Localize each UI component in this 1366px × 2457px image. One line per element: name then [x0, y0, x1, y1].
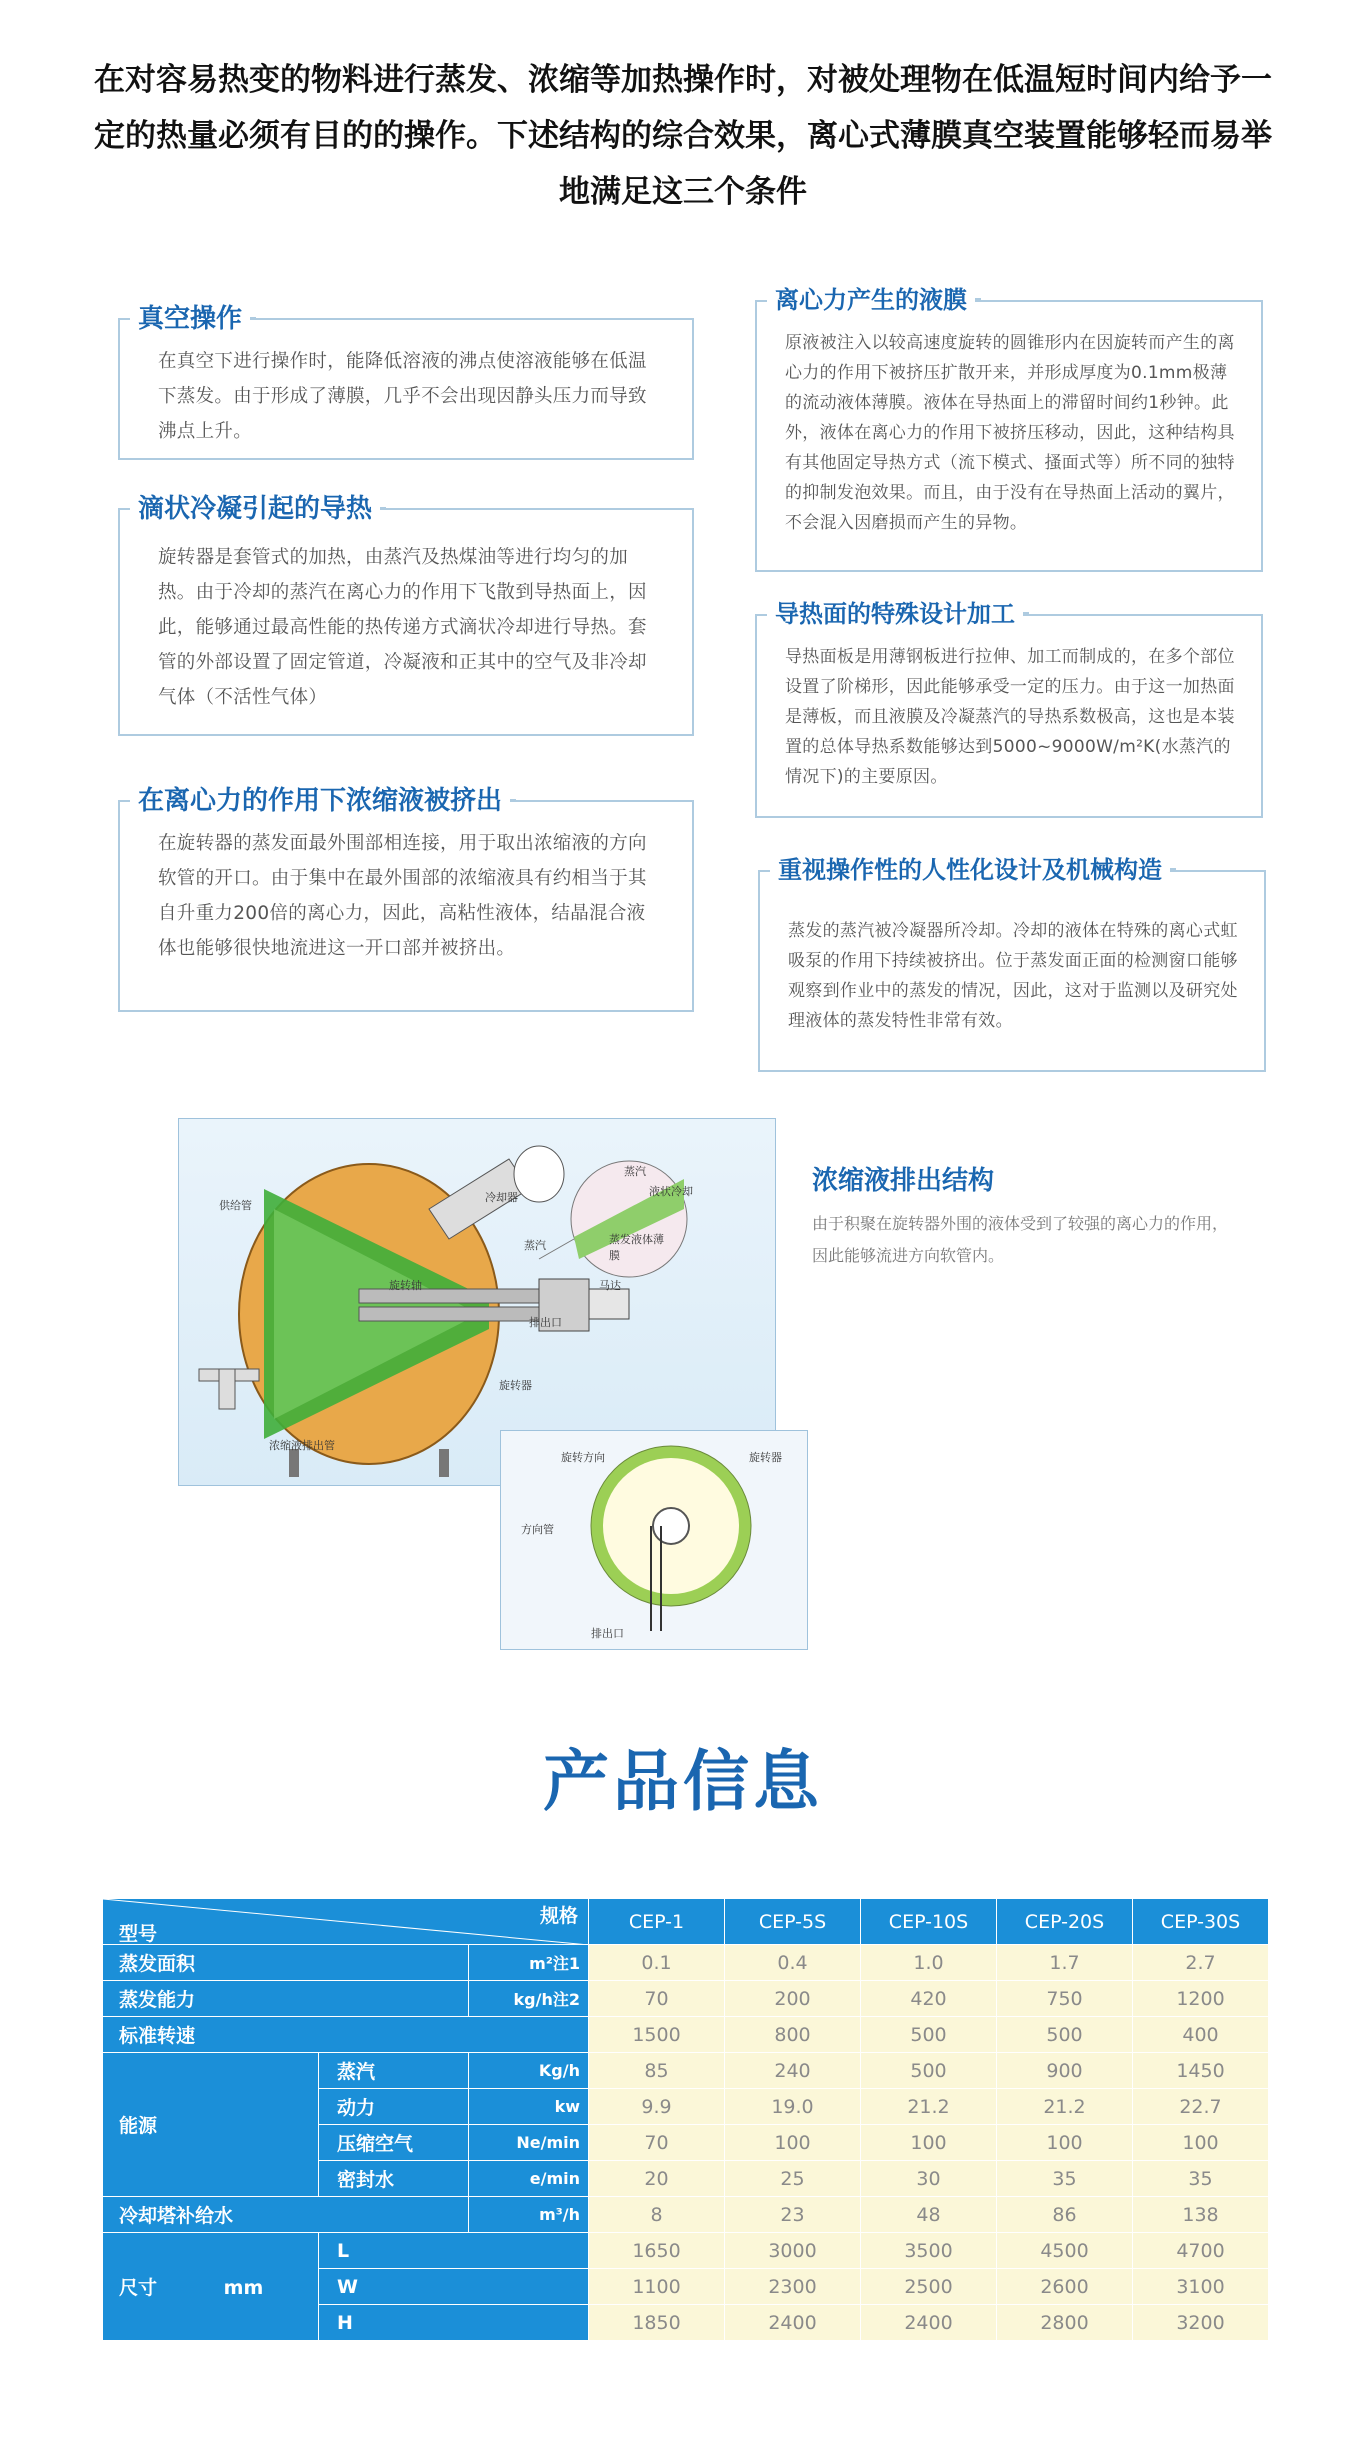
card-centrifugal-extrude [118, 786, 694, 1012]
cell: 2500 [861, 2269, 997, 2305]
cell: 4700 [1133, 2233, 1269, 2269]
cell: 9.9 [589, 2089, 725, 2125]
cell: 500 [997, 2017, 1133, 2053]
table-row [103, 2053, 1269, 2089]
card-body: 蒸发的蒸汽被冷凝器所冷却。冷却的液体在特殊的离心式虹吸泵的作用下持续被挤出。位于蒸发面正面的检测窗口能够观察到作业中的蒸发的情况，因此，这对于监测以及研究处理液体的蒸发特性非常有效。 [788, 921, 1238, 1031]
row-label: 蒸汽 [319, 2053, 469, 2089]
cell: 1500 [589, 2017, 725, 2053]
cell: 100 [1133, 2125, 1269, 2161]
row-unit: kw [469, 2089, 589, 2125]
label-steam: 蒸汽 [524, 1239, 546, 1252]
cell: 70 [589, 1981, 725, 2017]
label-direction-pipe: 方向管 [521, 1523, 554, 1536]
model-header: CEP-20S [997, 1899, 1133, 1945]
row-unit: kg/h注2 [469, 1981, 589, 2017]
model-header: CEP-1 [589, 1899, 725, 1945]
corner-diagonal [103, 1899, 589, 1945]
cell: 2.7 [1133, 1945, 1269, 1981]
table-row [103, 2197, 1269, 2233]
row-label: 密封水 [319, 2161, 469, 2197]
cell: 500 [861, 2017, 997, 2053]
model-header: CEP-10S [861, 1899, 997, 1945]
headline: 在对容易热变的物料进行蒸发、浓缩等加热操作时，对被处理物在低温短时间内给予一定的热量必须有目的的操作。下述结构的综合效果，离心式薄膜真空装置能够轻而易举地满足这三个条件 [94, 62, 1272, 210]
label-rotation-direction: 旋转方向 [561, 1451, 605, 1464]
cell: 8 [589, 2197, 725, 2233]
cell: 2800 [997, 2305, 1133, 2341]
cell: 750 [997, 1981, 1133, 2017]
cell: 800 [725, 2017, 861, 2053]
row-label: L [319, 2233, 589, 2269]
cell: 3000 [725, 2233, 861, 2269]
cell: 1100 [589, 2269, 725, 2305]
card-ergonomic [758, 856, 1266, 1072]
card-body: 旋转器是套管式的加热，由蒸汽及热煤油等进行均匀的加热。由于冷却的蒸汽在离心力的作用下飞散到导热面上，因此，能够通过最高性能的热传递方式滴状冷却进行导热。套管的外部设置了固定管道，冷凝液和正其中的空气及非冷却气体（不活性气体） [158, 547, 647, 708]
row-unit: m³/h [469, 2197, 589, 2233]
label-motor: 马达 [599, 1279, 621, 1292]
product-info-title: 产品信息 [543, 1743, 823, 1820]
cell: 86 [997, 2197, 1133, 2233]
label-detail-cooling: 液状冷却 [649, 1185, 693, 1198]
cell: 2400 [861, 2305, 997, 2341]
cell: 420 [861, 1981, 997, 2017]
table-row [103, 2233, 1269, 2269]
label-detail-film: 蒸发液体薄膜 [609, 1233, 664, 1262]
table-row [103, 1945, 1269, 1981]
cell: 20 [589, 2161, 725, 2197]
table-row [103, 1981, 1269, 2017]
label-detail-outlet: 排出口 [591, 1627, 624, 1640]
card-liquid-film [755, 286, 1263, 572]
row-label: 冷却塔补给水 [103, 2197, 469, 2233]
row-unit: Kg/h [469, 2053, 589, 2089]
cell: 30 [861, 2161, 997, 2197]
cell: 48 [861, 2197, 997, 2233]
cell: 500 [861, 2053, 997, 2089]
label-rotor: 旋转器 [499, 1379, 532, 1392]
card-title: 真空操作 [130, 298, 250, 335]
cell: 900 [997, 2053, 1133, 2089]
cell: 0.1 [589, 1945, 725, 1981]
table-header-row [103, 1899, 1269, 1945]
card-drop-condensation [118, 494, 694, 736]
row-unit: Ne/min [469, 2125, 589, 2161]
spec-table [102, 1898, 1269, 2341]
cell: 1850 [589, 2305, 725, 2341]
card-title: 在离心力的作用下浓缩液被挤出 [130, 780, 510, 817]
energy-label: 能源 [103, 2053, 319, 2197]
model-header: CEP-5S [725, 1899, 861, 1945]
row-label: W [319, 2269, 589, 2305]
side-title: 浓缩液排出结构 [812, 1166, 995, 1196]
label-detail-steam: 蒸汽 [624, 1165, 646, 1178]
card-title: 导热面的特殊设计加工 [767, 594, 1023, 629]
cell: 1450 [1133, 2053, 1269, 2089]
card-body: 在旋转器的蒸发面最外围部相连接，用于取出浓缩液的方向软管的开口。由于集中在最外围部的浓缩液具有约相当于其自升重力200倍的离心力，因此，高粘性液体，结晶混合液体也能够很快地流进这一开口部并被挤出。 [158, 833, 647, 959]
corner-cell [103, 1899, 589, 1945]
model-header: CEP-30S [1133, 1899, 1269, 1945]
cell: 25 [725, 2161, 861, 2197]
label-cooler: 冷却器 [485, 1191, 518, 1204]
cell: 100 [997, 2125, 1133, 2161]
label-feed-pipe: 供给管 [219, 1199, 252, 1212]
card-body: 原液被注入以较高速度旋转的圆锥形内在因旋转而产生的离心力的作用下被挤压扩散开来，并形成厚度为0.1mm极薄的流动液体薄膜。液体在导热面上的滞留时间约1秒钟。此外，液体在离心力的作用下被挤压移动，因此，这种结构具有其他固定导热方式（流下模式、搔面式等）所不同的独特的抑制发泡效果。而且，由于没有在导热面上活动的翼片，不会混入因磨损而产生的异物。 [785, 333, 1235, 533]
cell: 138 [1133, 2197, 1269, 2233]
card-title: 重视操作性的人性化设计及机械构造 [770, 850, 1170, 885]
cell: 4500 [997, 2233, 1133, 2269]
cell: 85 [589, 2053, 725, 2089]
cell: 100 [861, 2125, 997, 2161]
cell: 1200 [1133, 1981, 1269, 2017]
row-label: 压缩空气 [319, 2125, 469, 2161]
cell: 100 [725, 2125, 861, 2161]
cell: 2300 [725, 2269, 861, 2305]
label-concentrate-pipe: 浓缩液排出管 [269, 1439, 335, 1452]
row-label: H [319, 2305, 589, 2341]
row-label: 动力 [319, 2089, 469, 2125]
card-title: 离心力产生的液膜 [767, 280, 975, 315]
cell: 1650 [589, 2233, 725, 2269]
cell: 21.2 [861, 2089, 997, 2125]
cell: 1.7 [997, 1945, 1133, 1981]
label-shaft: 旋转轴 [389, 1279, 422, 1292]
card-title: 滴状冷凝引起的导热 [130, 488, 380, 525]
cell: 0.4 [725, 1945, 861, 1981]
side-text: 由于积聚在旋转器外围的液体受到了较强的离心力的作用，因此能够流进方向软管内。 [812, 1214, 1229, 1265]
cell: 400 [1133, 2017, 1269, 2053]
cell: 2400 [725, 2305, 861, 2341]
label-outlet: 排出口 [529, 1316, 562, 1329]
cell: 35 [997, 2161, 1133, 2197]
cell: 19.0 [725, 2089, 861, 2125]
row-label: 蒸发能力 [103, 1981, 469, 2017]
cell: 200 [725, 1981, 861, 2017]
cell: 23 [725, 2197, 861, 2233]
rotor-detail-diagram [500, 1430, 808, 1650]
row-label: 标准转速 [103, 2017, 589, 2053]
label-detail-rotor: 旋转器 [749, 1451, 782, 1464]
corner-right-label: 规格 [539, 1905, 578, 1927]
cell: 2600 [997, 2269, 1133, 2305]
cell: 1.0 [861, 1945, 997, 1981]
table-row [103, 2017, 1269, 2053]
corner-left-label: 型号 [119, 1923, 158, 1945]
cell: 21.2 [997, 2089, 1133, 2125]
card-body: 导热面板是用薄钢板进行拉伸、加工而制成的，在多个部位设置了阶梯形，因此能够承受一定的压力。由于这一加热面是薄板，而且液膜及冷凝蒸汽的导热系数极高，这也是本装置的总体导热系数能够达到5000~9000W/m²K(水蒸汽的情况下)的主要原因。 [785, 647, 1235, 787]
cell: 3200 [1133, 2305, 1269, 2341]
row-label: 蒸发面积 [103, 1945, 469, 1981]
size-label: 尺寸 [119, 2277, 158, 2299]
card-vacuum [118, 304, 694, 460]
cell: 22.7 [1133, 2089, 1269, 2125]
row-unit: m²注1 [469, 1945, 589, 1981]
size-label-cell [103, 2233, 319, 2341]
cell: 70 [589, 2125, 725, 2161]
cell: 35 [1133, 2161, 1269, 2197]
cell: 3100 [1133, 2269, 1269, 2305]
card-body: 在真空下进行操作时，能降低溶液的沸点使溶液能够在低温下蒸发。由于形成了薄膜，几乎不会出现因静头压力而导致沸点上升。 [158, 351, 647, 442]
card-heat-surface [755, 600, 1263, 818]
cell: 240 [725, 2053, 861, 2089]
cell: 3500 [861, 2233, 997, 2269]
row-unit: e/min [469, 2161, 589, 2197]
size-unit: mm [223, 2277, 264, 2299]
